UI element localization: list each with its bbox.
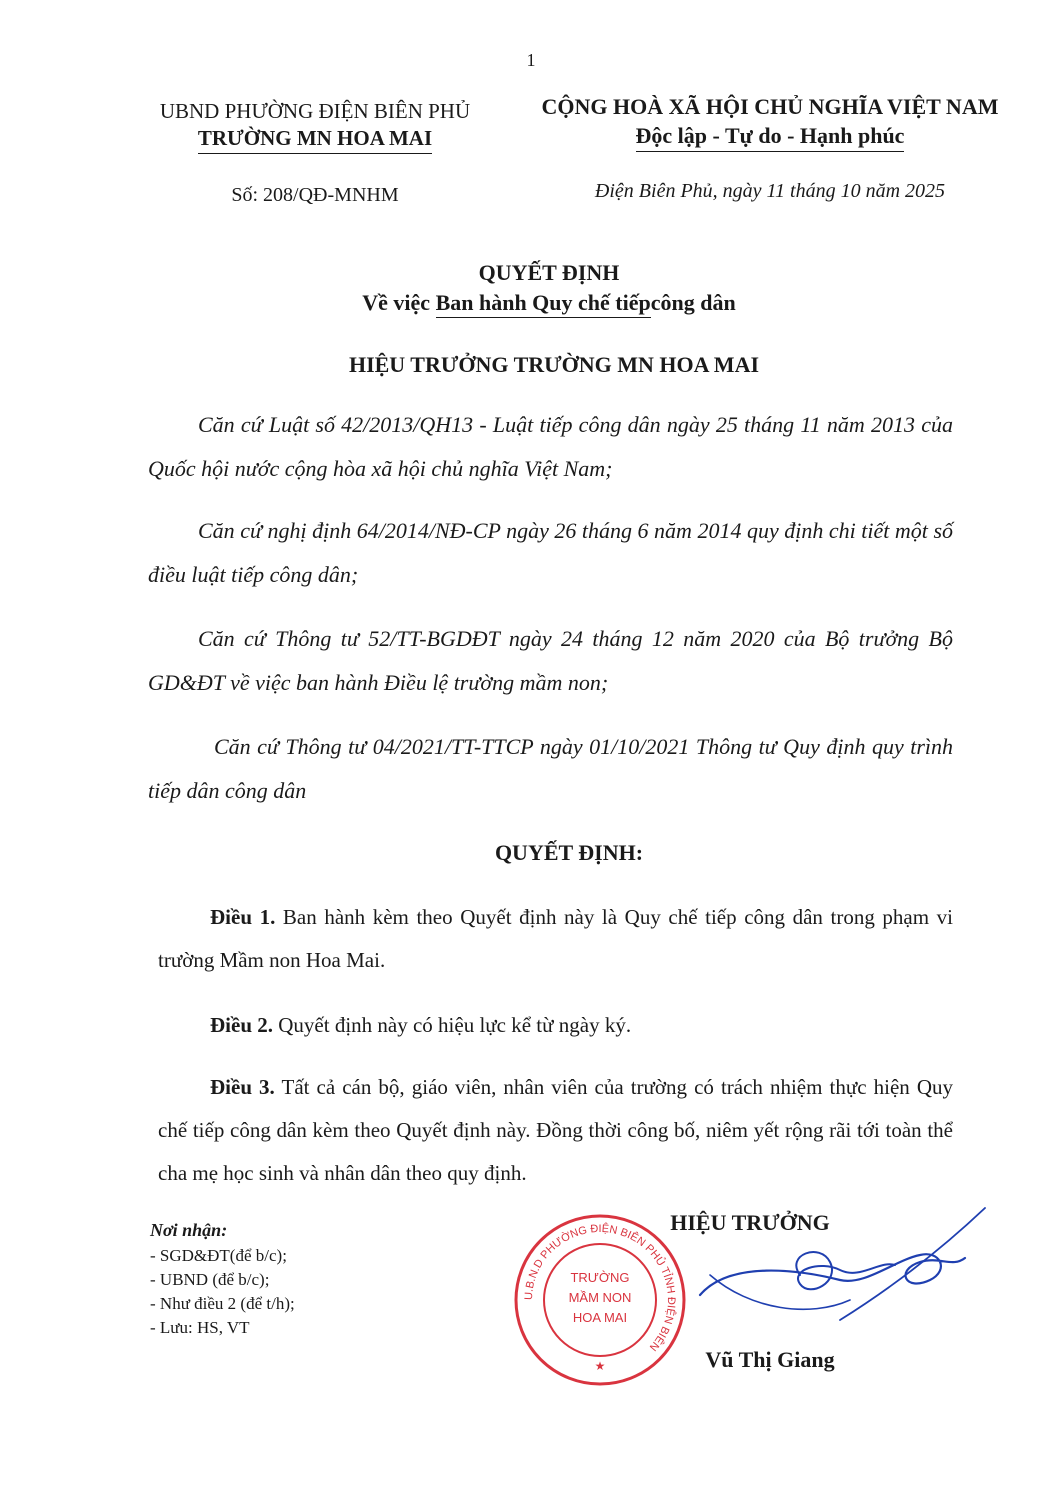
document-subtitle: [0, 290, 1062, 318]
recipient-item: - UBND (để b/c);: [150, 1270, 270, 1289]
recipients-title: Nơi nhận:: [150, 1220, 228, 1240]
stamp-ring-text: U.B.N.D PHƯỜNG ĐIỆN BIÊN PHỦ TỈNH ĐIỆN BIÊN: [522, 1222, 678, 1354]
issuing-agency: [130, 98, 500, 154]
article-text: Ban hành kèm theo Quyết định này là Quy chế tiếp công dân trong phạm vi trường Mầm non Hoa Mai.: [158, 905, 953, 972]
recipient-item: - Lưu: HS, VT: [150, 1318, 250, 1337]
national-title: CỘNG HOÀ XÃ HỘI CHỦ NGHĨA VIỆT NAM: [541, 94, 999, 119]
national-header: [520, 92, 1020, 152]
recipient-item: - Như điều 2 (để t/h);: [150, 1294, 295, 1313]
stamp-center-line: TRƯỜNG: [570, 1270, 630, 1285]
signer-name: Vũ Thị Giang: [705, 1347, 835, 1372]
document-title: QUYẾT ĐỊNH: [478, 260, 620, 285]
stamp-star-icon: ★: [594, 1359, 606, 1373]
legal-basis-4: [148, 725, 953, 813]
recipients-block: [150, 1218, 480, 1340]
signer-title: HIỆU TRƯỞNG: [670, 1210, 830, 1235]
agency-line2: TRƯỜNG MN HOA MAI: [198, 125, 432, 154]
article-label: Điều 1.: [210, 905, 276, 929]
basis-text: Căn cứ Thông tư 04/2021/TT-TTCP ngày 01/10/2021 Thông tư Quy định quy trình tiếp dân công dân: [148, 734, 953, 803]
handwritten-signature: [690, 1200, 990, 1350]
decide-heading: QUYẾT ĐỊNH:: [494, 840, 644, 865]
stamp-center-line: MẦM NON: [568, 1290, 632, 1305]
basis-text: Căn cứ Thông tư 52/TT-BGDĐT ngày 24 tháng 12 năm 2020 của Bộ trưởng Bộ GD&ĐT về việc ban hành Điều lệ trường mầm non;: [148, 626, 953, 695]
legal-basis-2: [148, 509, 953, 597]
legal-basis-1: [148, 403, 953, 491]
article-text: Quyết định này có hiệu lực kể từ ngày ký.: [273, 1013, 632, 1037]
page-number: 1: [526, 50, 536, 70]
document-number: Số: 208/QĐ-MNHM: [231, 184, 399, 206]
national-motto: Độc lập - Tự do - Hạnh phúc: [636, 121, 905, 152]
article-2: [158, 1004, 953, 1047]
article-label: Điều 3.: [210, 1075, 275, 1099]
article-3: [158, 1066, 953, 1195]
subtitle-prefix: Về việc: [362, 290, 436, 315]
article-label: Điều 2.: [210, 1013, 273, 1037]
legal-basis-3: [148, 617, 953, 705]
article-text: Tất cả cán bộ, giáo viên, nhân viên của trường có trách nhiệm thực hiện Quy chế tiếp công dân kèm theo Quyết định này. Đồng thời công bố, niêm yết rộng rãi tới toàn thể cha mẹ học sinh và nhân dân theo quy định.: [158, 1075, 953, 1185]
article-1: [158, 896, 953, 982]
subtitle-underlined: Ban hành Quy chế tiếp: [436, 290, 651, 318]
subtitle-suffix: công dân: [650, 290, 736, 315]
issuer-heading: HIỆU TRƯỞNG TRƯỜNG MN HOA MAI: [348, 352, 760, 377]
agency-line1: UBND PHƯỜNG ĐIỆN BIÊN PHỦ: [159, 99, 471, 123]
date-line: Điện Biên Phủ, ngày 11 tháng 10 năm 2025: [594, 180, 946, 202]
recipient-item: - SGD&ĐT(để b/c);: [150, 1246, 287, 1265]
stamp-center-line: HOA MAI: [572, 1310, 628, 1325]
basis-text: Căn cứ nghị định 64/2014/NĐ-CP ngày 26 tháng 6 năm 2014 quy định chi tiết một số điều luật tiếp công dân;: [148, 518, 953, 587]
basis-text: Căn cứ Luật số 42/2013/QH13 - Luật tiếp công dân ngày 25 tháng 11 năm 2013 của Quốc hội nước cộng hòa xã hội chủ nghĩa Việt Nam;: [148, 412, 953, 481]
